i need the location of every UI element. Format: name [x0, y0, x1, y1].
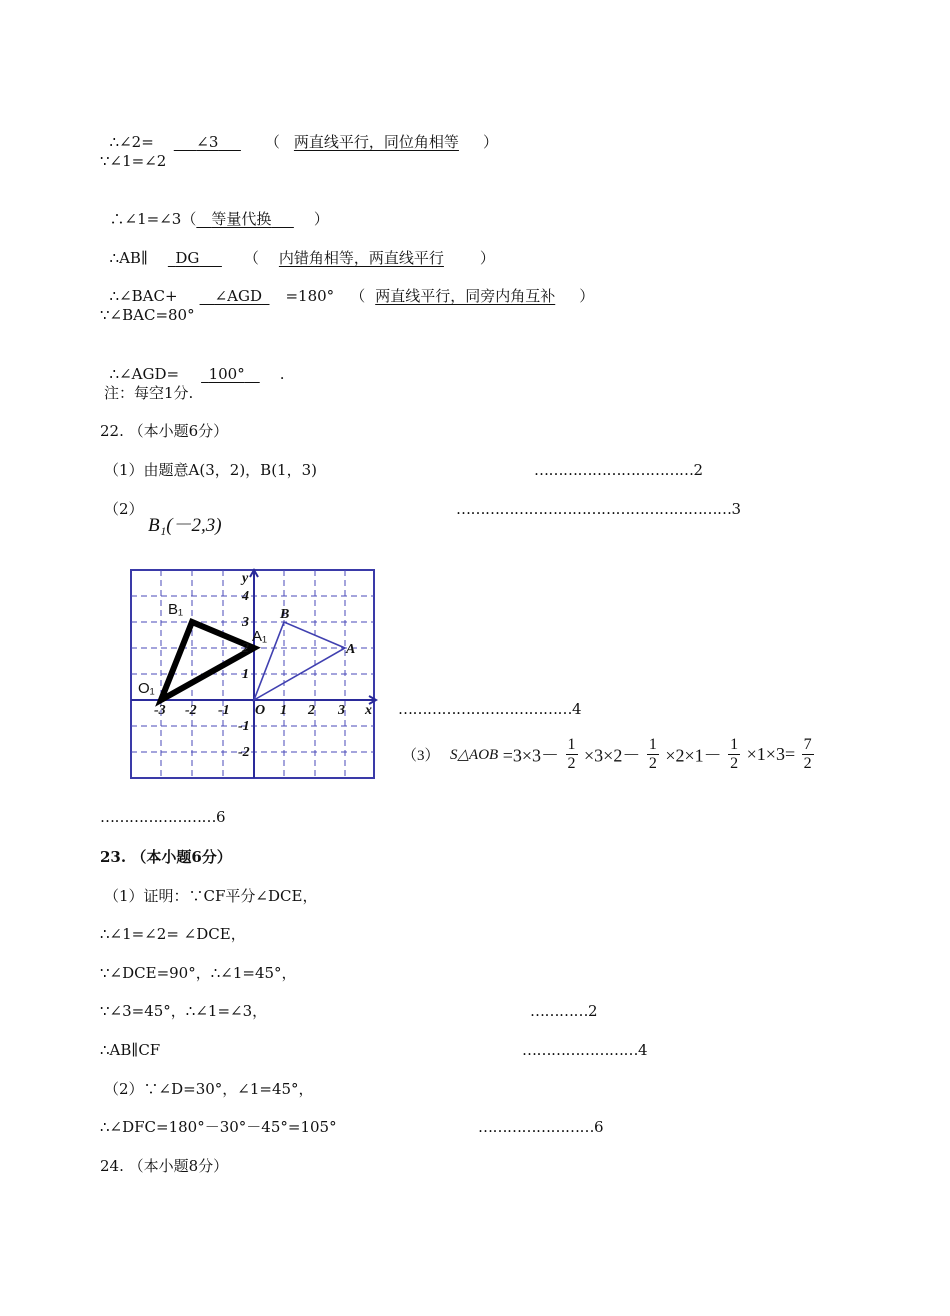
q22-part-3-formula [402, 736, 816, 773]
line-2: ∵∠1=∠2 [100, 152, 167, 170]
q22-part-3-label: （3） [402, 748, 440, 764]
expr-part: ×1×3= [746, 744, 796, 764]
expr-part: ×3×2－ [584, 745, 641, 766]
x-tick: 1 [280, 703, 287, 718]
q22-part-1-score: ……………………………2 [534, 461, 703, 479]
y-tick: 2 [242, 641, 249, 656]
answer-text: 等量代换 [211, 210, 272, 228]
q22-part-2-label: （2） [104, 500, 144, 518]
line-5 [100, 266, 594, 306]
q23-line-3: ∵∠DCE=90°，∴∠1=45°， [100, 964, 297, 982]
point-a-label: A [346, 642, 356, 657]
point-b1-label: B₁ [168, 601, 184, 618]
y-tick: -2 [238, 745, 250, 760]
numerator: 1 [648, 736, 657, 753]
text: ∴∠BAC+ [109, 287, 178, 305]
line-7 [100, 344, 285, 384]
line-4 [100, 228, 495, 268]
line-6: ∵∠BAC=80° [100, 306, 195, 324]
y-tick: 4 [242, 589, 249, 604]
text: ∴∠2= [109, 133, 154, 151]
paren-close: ） [313, 210, 329, 228]
coordinate-grid [130, 567, 380, 781]
q23-line-7-score: ……………………6 [478, 1118, 604, 1136]
q23-line-5: ∴AB∥CF [100, 1041, 161, 1059]
origin-label: O [255, 703, 266, 718]
reason-answer: 两直线平行，同位角相等 [293, 133, 459, 151]
numerator: 1 [567, 736, 576, 753]
area-symbol: S△AOB [450, 747, 499, 763]
answer-text: DG [175, 249, 200, 267]
q22-part-1: （1）由题意A(3，2)，B(1，3) [104, 461, 317, 479]
expr-part: =3×3－ [502, 745, 560, 766]
text: ∴∠1=∠3（ [109, 210, 197, 228]
y-tick: 3 [242, 615, 249, 630]
blank-answer [174, 133, 241, 151]
fraction-half [728, 736, 740, 773]
x-axis-label: x [365, 703, 372, 718]
denominator: 2 [803, 755, 812, 772]
x-tick: -1 [218, 703, 230, 718]
x-tick: 2 [308, 703, 315, 718]
fraction-half [647, 736, 659, 773]
text: ∴∠AGD= [109, 365, 180, 383]
text: ∴AB∥ [109, 249, 148, 267]
answer-text: ∠3 [196, 133, 219, 151]
numerator: 1 [730, 736, 739, 753]
paren-open: （ [264, 133, 280, 151]
scoring-note: 注：每空1分. [104, 384, 194, 402]
question-24-heading: 24. （本小题8分） [100, 1157, 229, 1175]
reason-answer: 两直线平行，同旁内角互补 [375, 287, 556, 305]
expr-part: ×2×1－ [665, 745, 722, 766]
denominator: 2 [730, 755, 739, 772]
q23-line-5-score: ……………………4 [522, 1041, 648, 1059]
point-o1-label: O₁ [138, 680, 155, 697]
paren-close: ） [479, 249, 495, 267]
reason-answer: 内错角相等，两直线平行 [278, 249, 444, 267]
x-tick: -3 [154, 703, 166, 718]
reason-answer [196, 210, 294, 228]
y-axis-label: y [242, 571, 249, 586]
paren-open: （ [243, 249, 259, 267]
blank-answer [201, 365, 260, 383]
answer-text: ∠AGD [214, 287, 262, 305]
x-tick: -2 [185, 703, 197, 718]
y-tick: -1 [238, 719, 250, 734]
line-3 [100, 189, 329, 229]
line-1 [100, 112, 498, 152]
q23-line-7: ∴∠DFC=180°－30°－45°=105° [100, 1118, 337, 1136]
text: . [279, 365, 285, 383]
y-tick: 1 [242, 667, 249, 682]
numerator: 7 [803, 736, 812, 753]
paren-close: ） [579, 287, 595, 305]
denominator: 2 [567, 755, 576, 772]
x-tick: 3 [338, 703, 345, 718]
q22-graph-score: ………………………………4 [398, 700, 582, 718]
q23-line-1: （1）证明：∵CF平分∠DCE， [104, 887, 318, 905]
question-22-heading: 22. （本小题6分） [100, 422, 229, 440]
q23-line-6: （2）∵∠D=30°，∠1=45°， [104, 1080, 314, 1098]
paren-open: （ [350, 287, 366, 305]
b1-coordinate: B₁(－2,3) [148, 515, 222, 536]
paren-close: ） [482, 133, 498, 151]
denominator: 2 [648, 755, 657, 772]
q23-line-4: ∵∠3=45°，∴∠1=∠3， [100, 1002, 268, 1020]
question-23-heading: 23. （本小题6分） [100, 848, 232, 866]
q22-part-3-score: ……………………6 [100, 808, 226, 826]
point-b-label: B [280, 607, 290, 622]
fraction-result [802, 736, 814, 773]
q22-part-2-answer [148, 510, 222, 537]
q22-part-2-score: …………………………………………………3 [456, 500, 741, 518]
blank-answer [168, 249, 222, 267]
blank-answer [200, 287, 270, 305]
point-a1-label: A₁ [252, 628, 268, 645]
fraction-half [566, 736, 578, 773]
answer-text: 100° [208, 365, 245, 383]
text: =180° [285, 287, 335, 305]
q23-line-4-score: …………2 [530, 1002, 598, 1020]
q23-line-2: ∴∠1=∠2= ∠DCE， [100, 925, 246, 943]
